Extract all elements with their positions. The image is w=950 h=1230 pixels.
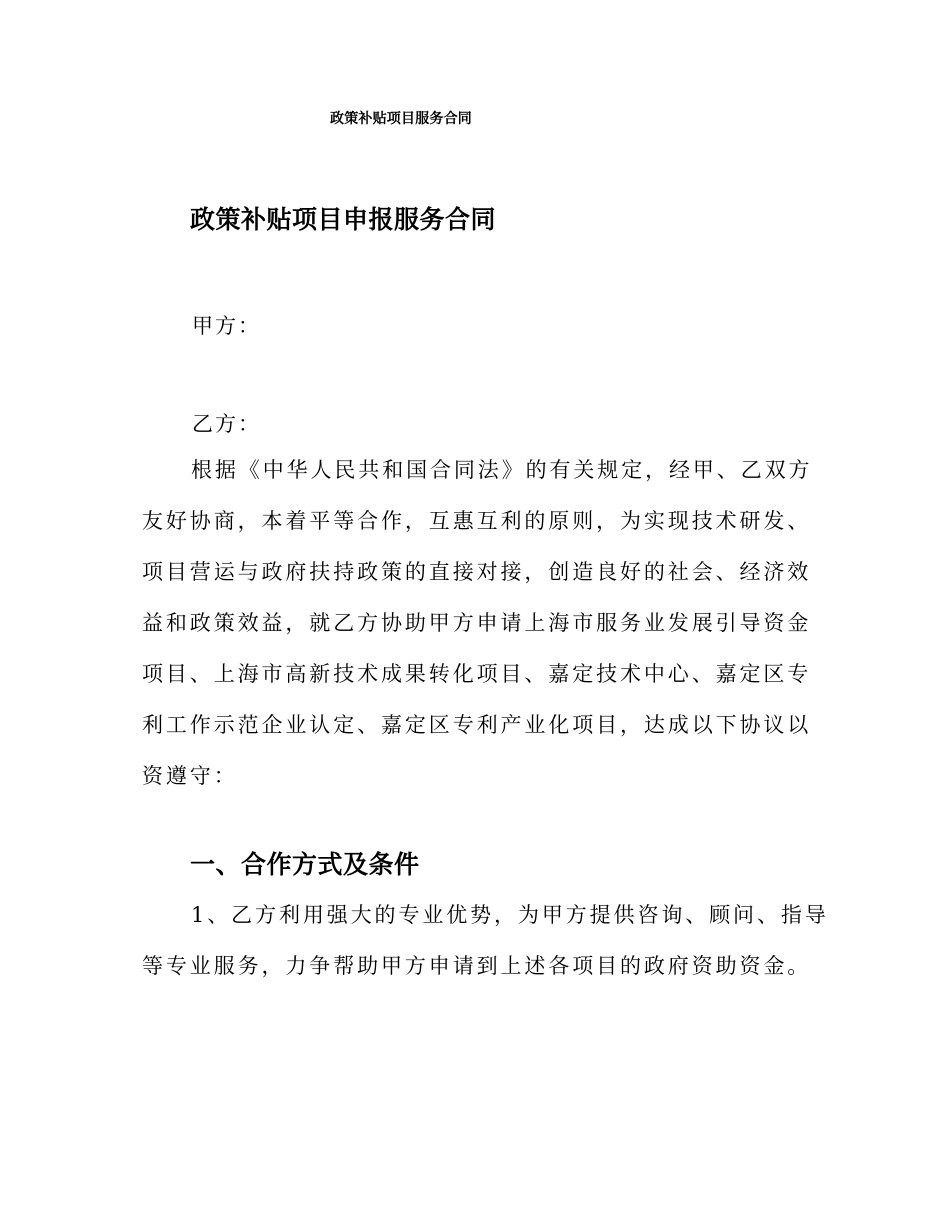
document-title: 政策补贴项目申报服务合同 [190,205,497,234]
intro-paragraph: 根据《中华人民共和国合同法》的有关规定，经甲、乙双方友好协商，本着平等合作，互惠互利的原则，为实现技术研发、项目营运与政府扶持政策的直接对接，创造良好的社会、经济效益和政策效益，就乙方协助甲方申请上海市服务业发展引导资金项目、上海市高新技术成果转化项目、嘉定技术中心、嘉定区专利工作示范企业认定、嘉定区专利产业化项目，达成以下协议以资遵守： [142,458,813,788]
section-heading: 一、合作方式及条件 [190,850,420,879]
running-header: 政策补贴项目服务合同 [330,111,472,127]
clause-paragraph: 1、乙方利用强大的专业优势，为甲方提供咨询、顾问、指导等专业服务，力争帮助甲方申请到上述各项目的政府资助资金。 [142,903,829,978]
party-a-label: 甲方： [192,314,261,338]
party-b-label: 乙方： [192,412,261,436]
